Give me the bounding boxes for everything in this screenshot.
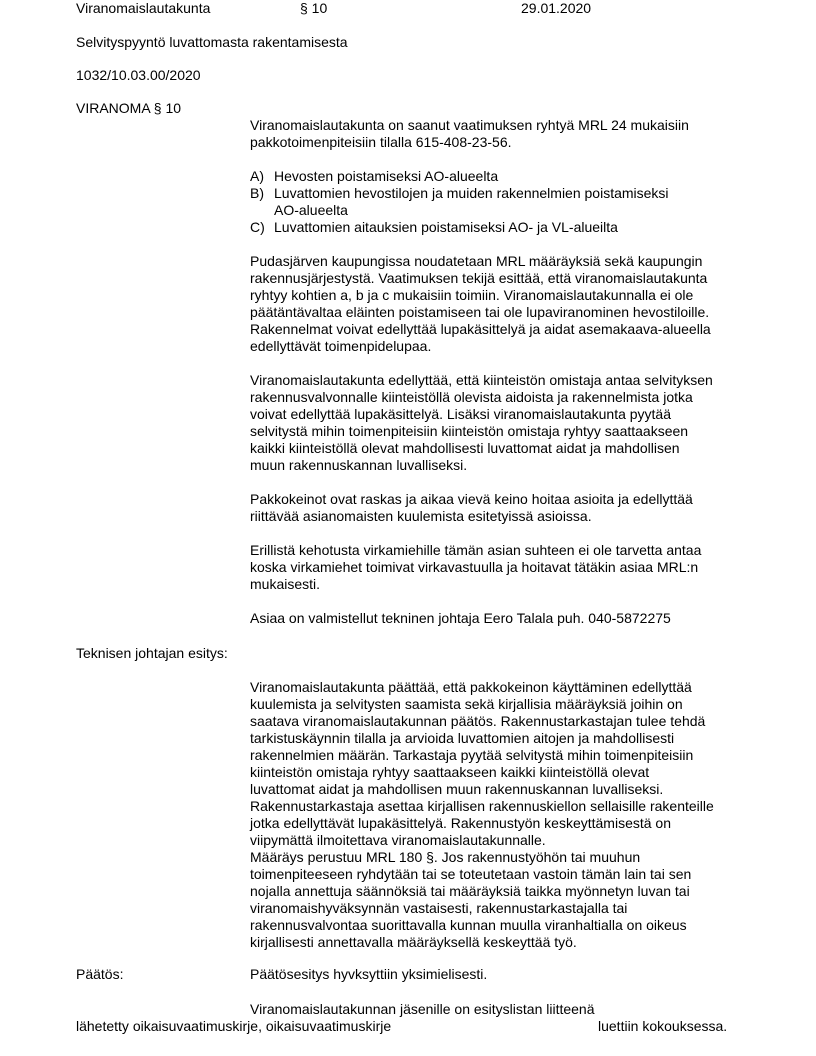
list-item-letter: C)	[250, 219, 265, 235]
text-line: rakennusvalvontaa suorittavalla kunnan muulla viranhaltialla on oikeus	[250, 917, 687, 933]
text-line: viipymättä ilmoitettava viranomaislautakunnalle.	[250, 832, 546, 848]
proposal-label: Teknisen johtajan esitys:	[76, 645, 228, 661]
text-line: saatava viranomaislautakunnan päätös. Rakennustarkastajan tulee tehdä	[250, 713, 706, 729]
paragraph-coercive-measures	[250, 491, 750, 525]
closing-line-end: luettiin kokouksessa.	[598, 1018, 728, 1034]
text-line: Pakkokeinot ovat raskas ja aikaa vievä keino hoitaa asioita ja edellyttää	[250, 491, 693, 507]
text-line: kirjallisesti annettavalla määräyksellä keskeyttää työ.	[250, 934, 577, 950]
list-item-letter: A)	[250, 168, 264, 184]
text-line: nojalla annettuja säännöksiä tai määräyksiä taikka myönnetyn luvan tai	[250, 883, 690, 899]
text-line: Pudasjärven kaupungissa noudatetaan MRL määräyksiä sekä kaupungin	[250, 253, 703, 269]
text-line: kuulemista ja selvitysten saamista sekä kirjallisia määräyksiä joihin on	[250, 696, 683, 712]
text-line: Erillistä kehotusta virkamiehille tämän asian suhteen ei ole tarvetta antaa	[250, 542, 702, 558]
demands-list	[250, 168, 669, 236]
list-item	[250, 185, 669, 219]
proposal-paragraph	[250, 679, 750, 951]
paragraph-owner-report	[250, 372, 750, 474]
text-line: mukaisesti.	[250, 576, 321, 592]
header-body-name: Viranomaislautakunta	[76, 0, 211, 16]
text-line: Rakennustarkastaja asettaa kirjallisen rakennuskiellon sellaisille rakenteille	[250, 798, 714, 814]
text-line: viranomaishyväksynnän vastaisesti, rakennustarkastajalla tai	[250, 900, 628, 916]
text-line: riittävää asianomaisten kuulemista esitetyissä asioissa.	[250, 508, 592, 524]
paragraph-officials	[250, 542, 750, 593]
text-line: Määräys perustuu MRL 180 §. Jos rakennustyöhön tai muuhun	[250, 849, 641, 865]
text-line: pakkotoimenpiteisiin tilalla 615-408-23-56.	[250, 134, 512, 150]
decision-label: Päätös:	[76, 966, 124, 982]
prepared-by: Asiaa on valmistellut tekninen johtaja Eero Talala puh. 040-5872275	[250, 610, 671, 626]
closing-line: Viranomaislautakunnan jäsenille on esityslistan liitteenä	[250, 1001, 595, 1017]
text-line: selvitystä mihin toimenpiteisiin kiinteistön omistaja ryhtyy saattaakseen	[250, 423, 689, 439]
text-line: ryhtyy kohtien a, b ja c mukaisiin toimiin. Viranomaislautakunnalla ei ole	[250, 287, 694, 303]
intro-paragraph	[250, 117, 750, 151]
text-line: voivat edellyttää lupakäsittelyä. Lisäksi viranomaislautakunta pyytää	[250, 406, 672, 422]
text-line: edellyttävät toimenpidelupaa.	[250, 338, 432, 354]
text-line: rakennusvalvonnalle kiinteistöllä olevista aidoista ja rakennelmista jotka	[250, 389, 693, 405]
closing-line: lähetetty oikaisuvaatimuskirje, oikaisuvaatimuskirje	[76, 1018, 392, 1034]
list-item	[250, 168, 669, 185]
text-line: kiinteistön omistaja ryhtyy saattaakseen kaikki kiinteistöllä olevat	[250, 764, 650, 780]
text-line: Rakennelmat voivat edellyttää lupakäsittelyä ja aidat asemakaava-alueella	[250, 321, 711, 337]
section-label: VIRANOMA § 10	[76, 100, 182, 116]
text-line: päätäntävaltaa eläinten poistamiseen tai ole lupaviranominen hevostiloille.	[250, 304, 710, 320]
list-item-letter: B)	[250, 185, 264, 201]
reference-number: 1032/10.03.00/2020	[76, 67, 201, 83]
text-line: rakennelmien määrän. Tarkastaja pyytää selvitystä mihin toimenpiteisiin	[250, 747, 694, 763]
text-line: tarkistuskäynnin tilalla ja arvioida luvattomien aitojen ja mahdollisesti	[250, 730, 675, 746]
text-line: luvattomat aidat ja mahdollisen muun rakennuskannan luvalliseksi.	[250, 781, 664, 797]
text-line: Viranomaislautakunta on saanut vaatimuksen ryhtyä MRL 24 mukaisiin	[250, 117, 689, 133]
decision-text: Päätösesitys hyvksyttiin yksimielisesti.	[250, 966, 488, 982]
text-line: toimenpiteeseen ryhdytään tai se toteutetaan vastoin tämän lain tai sen	[250, 866, 692, 882]
list-item	[250, 219, 669, 236]
text-line: Viranomaislautakunta päättää, että pakkokeinon käyttäminen edellyttää	[250, 679, 692, 695]
text-line: kaikki kiinteistöllä olevat mahdollisesti luvattomat aidat ja mahdollisen	[250, 440, 680, 456]
document-title: Selvityspyyntö luvattomasta rakentamisesta	[76, 34, 348, 50]
text-line: rakennusjärjestystä. Vaatimuksen tekijä esittää, että viranomaislautakunta	[250, 270, 708, 286]
text-line: jotka edellyttävät lupakäsittelyä. Rakennustyön keskeyttämisestä on	[250, 815, 672, 831]
text-line: muun rakennuskannan luvalliseksi.	[250, 457, 468, 473]
text-line: Viranomaislautakunta edellyttää, että kiinteistön omistaja antaa selvityksen	[250, 372, 713, 388]
list-item-text: Luvattomien aitauksien poistamiseksi AO- ja VL-alueilta	[274, 219, 618, 235]
list-item-text: Hevosten poistamiseksi AO-alueelta	[274, 168, 499, 184]
header-date: 29.01.2020	[521, 0, 592, 16]
text-line: koska virkamiehet toimivat virkavastuulla ja hoitavat tätäkin asiaa MRL:n	[250, 559, 699, 575]
paragraph-regulations	[250, 253, 750, 355]
header-section: § 10	[300, 0, 328, 16]
list-item-text: Luvattomien hevostilojen ja muiden rakennelmien poistamiseksi	[274, 185, 669, 201]
list-item-text: AO-alueelta	[274, 202, 348, 218]
